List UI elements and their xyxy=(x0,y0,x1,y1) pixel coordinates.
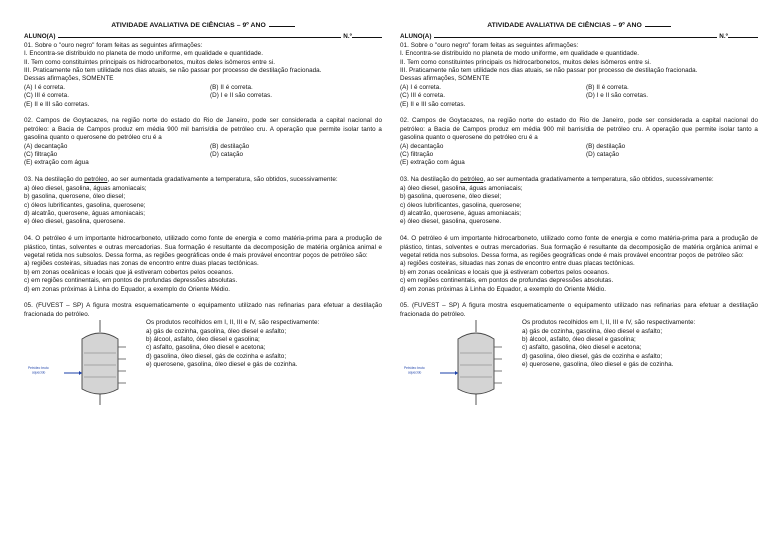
student-label: ALUNO(A) xyxy=(24,33,56,41)
option-d: (D) catação xyxy=(210,151,244,159)
options xyxy=(24,84,382,109)
exam-title-text: ATIVIDADE AVALIATIVA DE CIÊNCIAS – 9º ANO xyxy=(487,22,642,29)
option-b: b) álcool, asfalto, óleo diesel e gasolina; xyxy=(522,335,636,343)
exam-title-text: ATIVIDADE AVALIATIVA DE CIÊNCIAS – 9º ANO xyxy=(111,22,266,29)
option-c: c) óleos lubrificantes, gasolina, querosene; xyxy=(400,201,522,209)
question-stem xyxy=(400,176,758,184)
stem-part: , ao ser aumentada gradativamente a temperatura, são obtidos, sucessivamente: xyxy=(107,176,338,184)
class-blank xyxy=(645,26,671,27)
figure-row xyxy=(24,319,382,407)
option-d: d) em zonas próximas à Linha do Equador, a exemplo do Oriente Médio. xyxy=(400,285,607,293)
statement: II. Tem como constituintes principais os hidrocarbonetos, muitos deles isômeros entre si. xyxy=(24,58,276,66)
question-lead: Os produtos recolhidos em I, II, III e IV, são respectivamente: xyxy=(522,319,696,327)
option-b: b) em zonas oceânicas e locais que já estiveram cobertos pelos oceanos. xyxy=(400,268,610,276)
statement: III. Praticamente não tem utilidade nos dias atuais, se não passar por processo de destilação fracionada. xyxy=(400,67,698,75)
option-e: e) óleo diesel, gasolina, querosene. xyxy=(24,218,126,226)
option-b: (B) destilação xyxy=(586,142,626,150)
question-1 xyxy=(24,42,382,109)
option-b: b) gasolina, querosene, óleo diesel; xyxy=(400,193,502,201)
option-c: (C) III é correta. xyxy=(400,92,445,100)
option-a: (A) decantação xyxy=(24,142,68,150)
option-a: a) gás de cozinha, gasolina, óleo diesel e asfalto; xyxy=(522,327,663,335)
option-d: d) em zonas próximas à Linha do Equador, a exemplo do Oriente Médio. xyxy=(24,285,231,293)
option-a: a) óleo diesel, gasolina, águas amoniacais; xyxy=(400,184,523,192)
option-a: a) regiões costeiras, situadas nas zonas de encontro entre duas placas tectônicas. xyxy=(24,260,259,268)
question-stem: 04. O petróleo é um importante hidrocarboneto, utilizado como fonte de energia e como matéria-prima para a produção de plástico, tintas, solventes e outras mercadorias. Sua formação é resultante da decomposição de matéria orgânica animal e vegetal retida nos subsolos. Dessa forma, as regiões geográficas onde é mais provável encontrar poços de petróleo são: xyxy=(24,235,382,259)
option-e: (E) extração com água xyxy=(400,159,465,167)
exam-copy-left xyxy=(24,22,382,407)
question-3 xyxy=(24,176,382,226)
option-c: c) óleos lubrificantes, gasolina, querosene; xyxy=(24,201,146,209)
exam-title xyxy=(400,22,758,30)
options xyxy=(24,143,382,168)
question-stem xyxy=(24,176,382,184)
question-3 xyxy=(400,176,758,226)
question-lead: Os produtos recolhidos em I, II, III e IV, são respectivamente: xyxy=(146,319,320,327)
option-d: d) alcatrão, querosene, águas amoniacais; xyxy=(24,209,146,217)
stem-underlined: petróleo xyxy=(84,176,108,184)
option-c: c) em regiões continentais, em pontos de profundas depressões absolutas. xyxy=(400,277,614,285)
option-a: a) gás de cozinha, gasolina, óleo diesel e asfalto; xyxy=(146,327,287,335)
option-b: b) gasolina, querosene, óleo diesel; xyxy=(24,193,126,201)
statement: II. Tem como constituintes principais os hidrocarbonetos, muitos deles isômeros entre si. xyxy=(400,58,652,66)
student-label: ALUNO(A) xyxy=(400,33,432,41)
option-c: c) em regiões continentais, em pontos de profundas depressões absolutas. xyxy=(24,277,238,285)
options xyxy=(400,84,758,109)
option-e: (E) II e III são corretas. xyxy=(400,100,466,108)
question-5-answers xyxy=(522,319,758,369)
question-stem: 01. Sobre o "ouro negro" foram feitas as seguintes afirmações: xyxy=(24,41,203,49)
figure-row xyxy=(400,319,758,407)
question-5 xyxy=(24,302,382,407)
question-5-answers xyxy=(146,319,382,369)
question-1 xyxy=(400,42,758,109)
question-stem: 01. Sobre o "ouro negro" foram feitas as seguintes afirmações: xyxy=(400,41,579,49)
number-label: N.º xyxy=(343,33,352,41)
question-stem: 02. Campos de Goytacazes, na região norte do estado do Rio de Janeiro, pode ser considerada a capital nacional do petróleo: a Bacia de Campos produz em média 900 mil barris/dia de petróleo cru. A operação que permite isolar tanto a gasolina quanto o querosene do petróleo cru é a xyxy=(400,117,758,142)
question-stem: 04. O petróleo é um importante hidrocarboneto, utilizado como fonte de energia e como matéria-prima para a produção de plástico, tintas, solventes e outras mercadorias. Sua formação é resultante da decomposição de matéria orgânica animal e vegetal retida nos subsolos. Dessa forma, as regiões geográficas onde é mais provável encontrar poços de petróleo são: xyxy=(400,235,758,259)
option-b: (B) destilação xyxy=(210,142,250,150)
option-d: d) alcatrão, querosene, águas amoniacais; xyxy=(400,209,522,217)
distillation-column-figure xyxy=(400,319,520,407)
statement: III. Praticamente não tem utilidade nos dias atuais, se não passar por processo de destilação fracionada. xyxy=(24,67,322,75)
option-b: (B) II é correta. xyxy=(586,83,629,91)
stem-part: 03. Na destilação do xyxy=(400,176,461,184)
stem-part: , ao ser aumentada gradativamente a temperatura, são obtidos, sucessivamente: xyxy=(483,176,714,184)
options xyxy=(400,143,758,168)
option-e: (E) II e III são corretas. xyxy=(24,100,90,108)
question-5 xyxy=(400,302,758,407)
option-d: d) gasolina, óleo diesel, gás de cozinha e asfalto; xyxy=(146,352,287,360)
student-number-field[interactable] xyxy=(728,31,758,38)
question-lead: Dessas afirmações, SOMENTE xyxy=(24,75,114,83)
option-c: (C) III é correta. xyxy=(24,92,69,100)
figure-label-line-2: aquecido xyxy=(408,370,422,375)
option-c: (C) filtração xyxy=(24,151,58,159)
student-name-field[interactable] xyxy=(434,31,718,38)
figure-label-line-1: Petróleo bruto xyxy=(28,366,49,371)
option-b: b) álcool, asfalto, óleo diesel e gasolina; xyxy=(146,335,260,343)
number-label: N.º xyxy=(719,33,728,41)
question-stem: 05. (FUVEST – SP) A figura mostra esquematicamente o equipamento utilizado nas refinarias para efetuar a destilação fracionada do petróleo. xyxy=(24,302,382,318)
option-a: (A) I é correta. xyxy=(24,83,66,91)
option-d: (D) I e II são corretas. xyxy=(586,92,649,100)
distillation-column-figure xyxy=(24,319,144,407)
option-e: (E) extração com água xyxy=(24,159,89,167)
student-line xyxy=(400,31,758,41)
question-stem: 05. (FUVEST – SP) A figura mostra esquematicamente o equipamento utilizado nas refinarias para efetuar a destilação fracionada do petróleo. xyxy=(400,302,758,318)
student-line xyxy=(24,31,382,41)
exam-copy-right xyxy=(400,22,758,407)
student-name-field[interactable] xyxy=(58,31,342,38)
question-2 xyxy=(24,117,382,167)
option-c: c) asfalto, gasolina, óleo diesel e acetona; xyxy=(522,344,642,352)
option-c: c) asfalto, gasolina, óleo diesel e acetona; xyxy=(146,344,266,352)
question-lead: Dessas afirmações, SOMENTE xyxy=(400,75,490,83)
figure-label-line-1: Petróleo bruto xyxy=(404,366,425,371)
option-a: (A) decantação xyxy=(400,142,444,150)
stem-underlined: petróleo xyxy=(460,176,484,184)
question-2 xyxy=(400,117,758,167)
statement: I. Encontra-se distribuído no planeta de modo uniforme, em qualidade e quantidade. xyxy=(24,50,263,58)
stem-part: 03. Na destilação do xyxy=(24,176,85,184)
option-d: (D) catação xyxy=(586,151,620,159)
exam-title xyxy=(24,22,382,30)
option-d: (D) I e II são corretas. xyxy=(210,92,273,100)
student-number-field[interactable] xyxy=(352,31,382,38)
question-stem: 02. Campos de Goytacazes, na região norte do estado do Rio de Janeiro, pode ser considerada a capital nacional do petróleo: a Bacia de Campos produz em média 900 mil barris/dia de petróleo cru. A operação que permite isolar tanto a gasolina quanto o querosene do petróleo cru é a xyxy=(24,117,382,142)
option-b: (B) II é correta. xyxy=(210,83,253,91)
option-a: a) regiões costeiras, situadas nas zonas de encontro entre duas placas tectônicas. xyxy=(400,260,635,268)
option-a: a) óleo diesel, gasolina, águas amoniacais; xyxy=(24,184,147,192)
option-e: e) querosene, gasolina, óleo diesel e gás de cozinha. xyxy=(146,361,298,369)
figure-label-line-2: aquecido xyxy=(32,370,46,375)
statement: I. Encontra-se distribuído no planeta de modo uniforme, em qualidade e quantidade. xyxy=(400,50,639,58)
question-4 xyxy=(24,235,382,294)
option-d: d) gasolina, óleo diesel, gás de cozinha e asfalto; xyxy=(522,352,663,360)
option-e: e) querosene, gasolina, óleo diesel e gás de cozinha. xyxy=(522,361,674,369)
option-b: b) em zonas oceânicas e locais que já estiveram cobertos pelos oceanos. xyxy=(24,268,234,276)
option-a: (A) I é correta. xyxy=(400,83,442,91)
option-e: e) óleo diesel, gasolina, querosene. xyxy=(400,218,502,226)
class-blank xyxy=(269,26,295,27)
option-c: (C) filtração xyxy=(400,151,434,159)
question-4 xyxy=(400,235,758,294)
